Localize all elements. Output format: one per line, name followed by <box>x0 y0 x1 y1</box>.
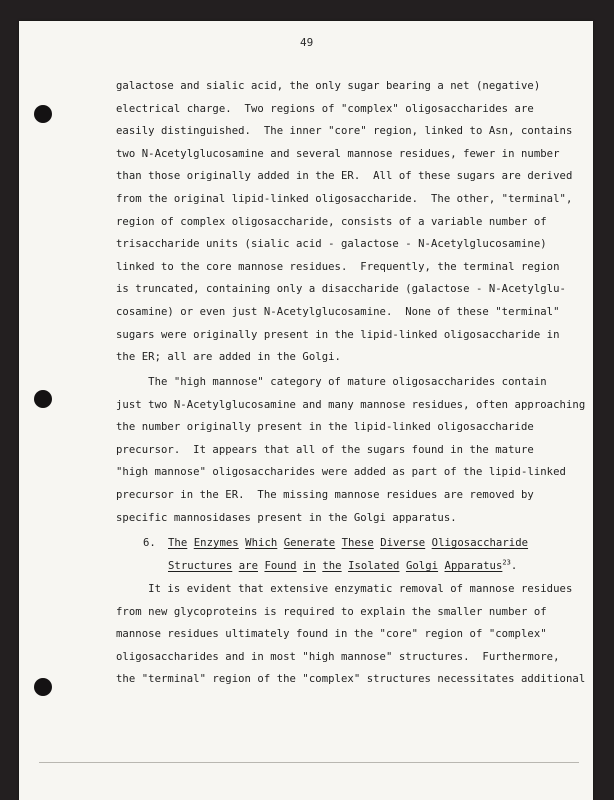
text-line: sugars were originally present in the lipid-linked oligosaccharide in <box>116 329 560 341</box>
text-line: precursor in the ER. The missing mannose residues are removed by <box>116 489 534 501</box>
heading-word: Golgi <box>405 560 439 572</box>
text-line: the ER; all are added in the Golgi. <box>116 351 341 363</box>
footer-rule <box>39 762 579 763</box>
heading-word: Which <box>245 537 278 549</box>
heading-period: . <box>510 560 518 572</box>
text-line: region of complex oligosaccharide, consists of a variable number of <box>116 216 547 228</box>
text-line: mannose residues ultimately found in the "core" region of "complex" <box>116 628 547 640</box>
text-line: It is evident that extensive enzymatic removal of mannose residues <box>116 583 573 595</box>
heading-word: in <box>303 560 316 572</box>
text-line: the number originally present in the lipid-linked oligosaccharide <box>116 421 534 433</box>
heading-word: Generate <box>283 537 336 549</box>
text-line: electrical charge. Two regions of "complex" oligosaccharides are <box>116 103 534 115</box>
text-line: just two N-Acetylglucosamine and many mannose residues, often approaching <box>116 399 586 411</box>
text-line: precursor. It appears that all of the sugars found in the mature <box>116 444 534 456</box>
binder-hole <box>34 390 52 408</box>
text-line: is truncated, containing only a disaccharide (galactose - N-Acetylglu- <box>116 283 566 295</box>
heading-word: These <box>341 537 374 549</box>
heading-word: Diverse <box>380 537 426 549</box>
heading-word: The <box>168 537 188 549</box>
text-line: The "high mannose" category of mature oligosaccharides contain <box>116 376 547 388</box>
binder-hole <box>34 105 52 123</box>
text-line: the "terminal" region of the "complex" structures necessitates additional <box>116 673 586 685</box>
footnote-reference: 23 <box>502 558 511 567</box>
text-line: trisaccharide units (sialic acid - galactose - N-Acetylglucosamine) <box>116 238 547 250</box>
page-number: 49 <box>300 36 314 49</box>
document-page <box>19 21 593 800</box>
text-line: "high mannose" oligosaccharides were added as part of the lipid-linked <box>116 466 566 478</box>
section-number: 6. <box>143 537 156 549</box>
text-line: two N-Acetylglucosamine and several mannose residues, fewer in number <box>116 148 560 160</box>
text-line: than those originally added in the ER. All of these sugars are derived <box>116 170 573 182</box>
heading-word: Structures <box>168 560 233 572</box>
section-heading-line <box>168 560 517 572</box>
text-line: easily distinguished. The inner "core" region, linked to Asn, contains <box>116 125 573 137</box>
text-line: cosamine) or even just N-Acetylglucosamine. None of these "terminal" <box>116 306 560 318</box>
text-line: galactose and sialic acid, the only sugar bearing a net (negative) <box>116 80 541 92</box>
heading-word: are <box>238 560 259 572</box>
heading-word: the <box>322 560 342 572</box>
section-heading-line <box>168 537 528 549</box>
text-line: from new glycoproteins is required to explain the smaller number of <box>116 606 547 618</box>
text-line: from the original lipid-linked oligosaccharide. The other, "terminal", <box>116 193 573 205</box>
text-line: specific mannosidases present in the Golgi apparatus. <box>116 512 457 524</box>
heading-word: Found <box>264 560 297 572</box>
heading-word: Isolated <box>348 560 400 572</box>
heading-word: Enzymes <box>193 537 239 549</box>
heading-word: Apparatus <box>444 560 503 572</box>
binder-hole <box>34 678 52 696</box>
heading-word: Oligosaccharide <box>431 537 529 549</box>
text-line: linked to the core mannose residues. Frequently, the terminal region <box>116 261 560 273</box>
text-line: oligosaccharides and in most "high mannose" structures. Furthermore, <box>116 651 560 663</box>
